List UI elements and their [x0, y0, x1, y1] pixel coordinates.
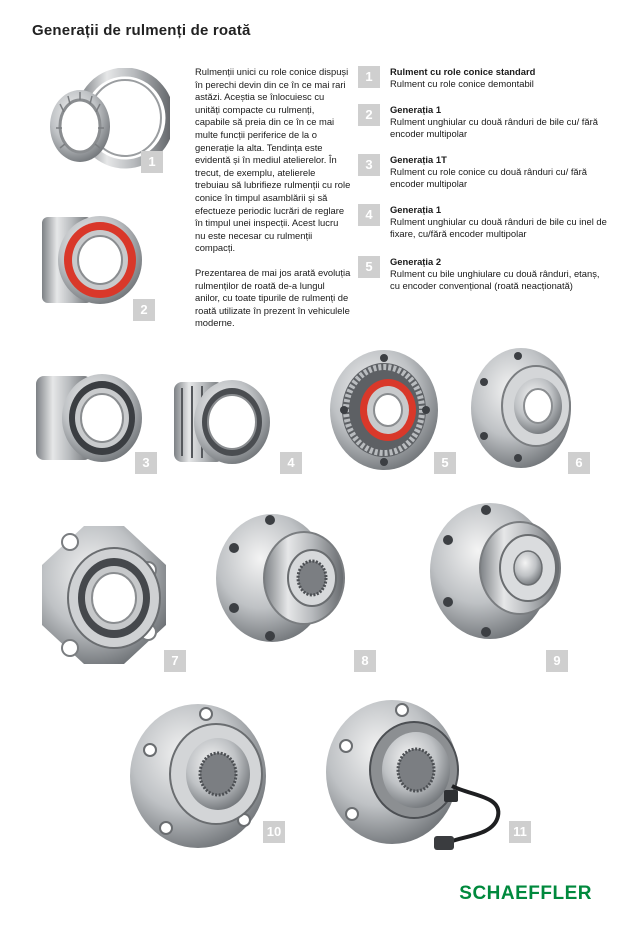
bearing-photo-11 [322, 696, 507, 866]
figure-number-badge: 8 [354, 650, 376, 672]
legend-number: 3 [358, 154, 380, 176]
legend-desc: Rulment unghiular cu două rânduri de bile cu inel de fixare, cu/fără encoder multipolar [390, 216, 607, 240]
legend-number: 1 [358, 66, 380, 88]
figure-number-badge: 2 [133, 299, 155, 321]
bearing-photo-5 [328, 348, 440, 473]
legend-number: 5 [358, 256, 380, 278]
figure-number-badge: 1 [141, 151, 163, 173]
bearing-photo-7 [34, 520, 174, 670]
figure-number-badge: 10 [263, 821, 285, 843]
bearing-photo-10 [126, 700, 276, 852]
legend-heading: Rulment cu role conice standard [390, 66, 536, 77]
legend-heading: Generația 1 [390, 104, 442, 115]
bearing-photo-8 [212, 508, 352, 648]
intro-paragraph-2: Prezentarea de mai jos arată evoluția rulmenților de roată de-a lungul anilor, cu toate tipurile de rulmenți de roată utilizate în prezent în vehiculele moderne. [195, 266, 351, 329]
legend-desc: Rulment cu role conice cu două rânduri cu/ fără encoder multipolar [390, 166, 587, 190]
intro-text [195, 66, 351, 342]
figure-number-badge: 3 [135, 452, 157, 474]
figure-number-badge: 11 [509, 821, 531, 843]
legend-desc: Rulment cu role conice demontabil [390, 78, 534, 90]
legend-heading: Generația 2 [390, 256, 442, 267]
legend-desc: Rulment cu bile unghiulare cu două rânduri, etanș, cu encoder convențional (roată neacționată) [390, 268, 600, 292]
intro-paragraph-1: Rulmenții unici cu role conice dispuși în perechi devin din ce în ce mai rari astăzi. Aceștia se înlocuiesc cu unități compacte cu rulmenți, capabile să preia din ce în ce mai multe funcții periferice de la o generație la alta. Tendința este evidentă și în mediul atelierelor. În trecut, de exemplu, atelierele trebuiau să lubrifieze rulmenții cu role conice în timpul asamblării și să efectueze periodic lucrări de reglare în timpul unei inspecții. Acest lucru nu este necesar cu rulmenții compacți. [195, 66, 351, 254]
figure-number-badge: 9 [546, 650, 568, 672]
figure-number-badge: 7 [164, 650, 186, 672]
bearing-photo-4 [168, 374, 278, 469]
bearing-photo-9 [424, 496, 564, 646]
bearing-photo-6 [466, 344, 576, 472]
page-title: Generații de rulmenți de roată [32, 22, 251, 39]
schaeffler-logo: SCHAEFFLER [459, 883, 592, 904]
legend-heading: Generația 1T [390, 154, 447, 165]
figure-number-badge: 5 [434, 452, 456, 474]
legend-number: 2 [358, 104, 380, 126]
legend-desc: Rulment unghiular cu două rânduri de bile cu/ fără encoder multipolar [390, 116, 598, 140]
legend-number: 4 [358, 204, 380, 226]
legend-heading: Generația 1 [390, 204, 442, 215]
figure-number-badge: 6 [568, 452, 590, 474]
bearing-photo-3 [30, 368, 150, 468]
figure-number-badge: 4 [280, 452, 302, 474]
